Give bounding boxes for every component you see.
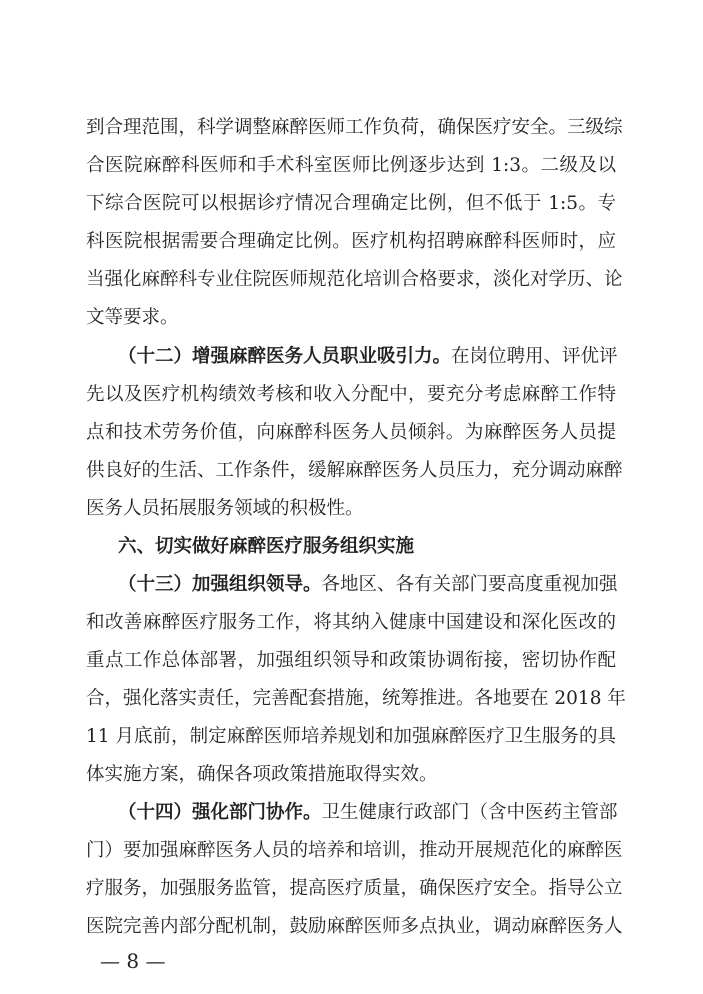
para-line: 疗服务，加强服务监管，提高医疗质量，确保医疗安全。指导公立 — [86, 878, 623, 899]
para-line: 医务人员拓展服务领域的积极性。 — [86, 498, 364, 519]
item-13-title: （十三）加强组织领导。 — [118, 574, 322, 595]
para-line: 下综合医院可以根据诊疗情况合理确定比例，但不低于 1:5。专 — [86, 193, 616, 214]
section-heading: 六、切实做好麻醉医疗服务组织实施 — [118, 536, 415, 557]
para-line: 重点工作总体部署，加强组织领导和政策协调衔接，密切协作配 — [86, 650, 616, 671]
item-13-first-line — [118, 574, 616, 596]
para-line: 合医院麻醉科医师和手术科室医师比例逐步达到 1:3。二级及以 — [86, 155, 616, 176]
para-line: 文等要求。 — [86, 307, 179, 328]
para-line: 和改善麻醉医疗服务工作，将其纳入健康中国建设和深化医改的 — [86, 612, 616, 633]
para-line: 门）要加强麻醉医务人员的培养和培训，推动开展规范化的麻醉医 — [86, 840, 623, 861]
para-line: 供良好的生活、工作条件，缓解麻醉医务人员压力，充分调动麻醉 — [86, 460, 623, 481]
item-12-first-line — [118, 346, 616, 368]
item-12-title: （十二）增强麻醉医务人员职业吸引力。 — [118, 346, 452, 367]
item-14-first-line — [118, 802, 616, 824]
para-line: 先以及医疗机构绩效考核和收入分配中，要充分考虑麻醉工作特 — [86, 384, 616, 405]
item-14-text: 卫生健康行政部门（含中医药主管部 — [321, 802, 618, 823]
item-14-title: （十四）强化部门协作。 — [118, 802, 322, 823]
para-line: 合，强化落实责任，完善配套措施，统筹推进。各地要在 2018 年 — [86, 688, 626, 709]
para-line: 医院完善内部分配机制，鼓励麻醉医师多点执业，调动麻醉医务人 — [86, 916, 623, 937]
para-line: 科医院根据需要合理确定比例。医疗机构招聘麻醉科医师时，应 — [86, 231, 616, 252]
para-line: 点和技术劳务价值，向麻醉科医务人员倾斜。为麻醉医务人员提 — [86, 422, 616, 443]
item-12-text: 在岗位聘用、评优评 — [451, 346, 618, 367]
item-13-text: 各地区、各有关部门要高度重视加强 — [321, 574, 618, 595]
para-line: 体实施方案，确保各项政策措施取得实效。 — [86, 764, 438, 785]
para-line: 到合理范围，科学调整麻醉医师工作负荷，确保医疗安全。三级综 — [86, 117, 623, 138]
page-number: — 8 — — [100, 949, 166, 973]
para-line: 当强化麻醉科专业住院医师规范化培训合格要求，淡化对学历、论 — [86, 269, 623, 290]
para-line: 11 月底前，制定麻醉医师培养规划和加强麻醉医疗卫生服务的具 — [86, 726, 616, 747]
